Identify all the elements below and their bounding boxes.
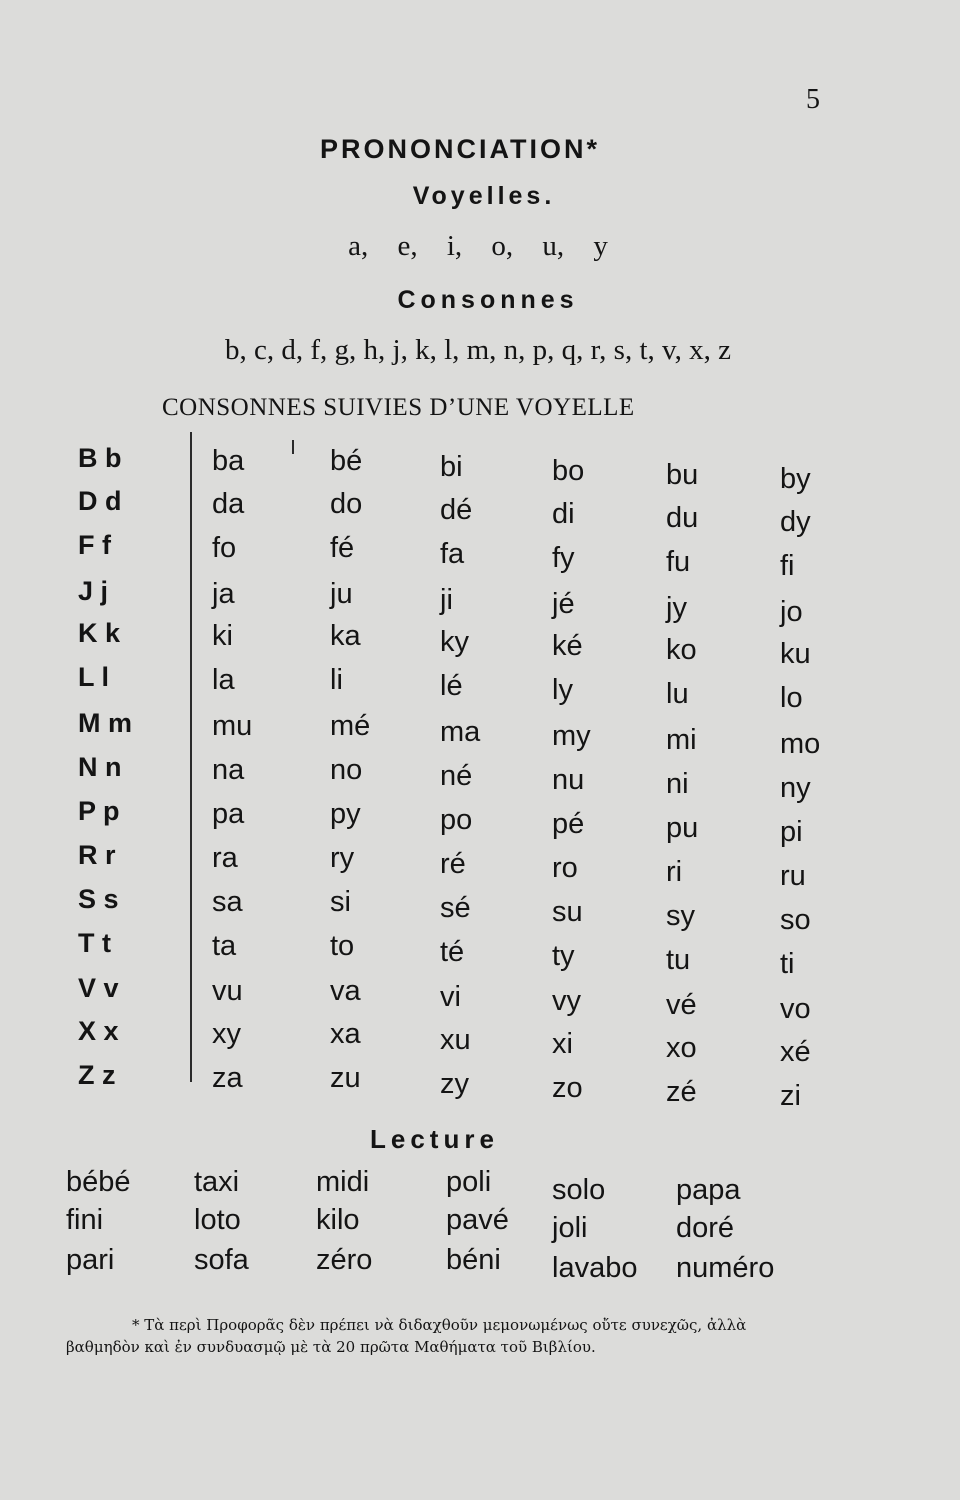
syllable-cell: la	[212, 664, 235, 696]
syllable-cell: ra	[212, 842, 238, 874]
reading-word: numéro	[676, 1252, 775, 1284]
syllable-cell: by	[780, 463, 811, 495]
row-label: L l	[78, 662, 110, 692]
syllable-cell: vy	[552, 985, 581, 1017]
syllable-cell: da	[212, 488, 245, 520]
syllable-cell: fi	[780, 550, 795, 582]
reading-word: pari	[66, 1244, 115, 1276]
reading-word: joli	[552, 1212, 588, 1244]
syllable-cell: ké	[552, 630, 583, 662]
reading-word: loto	[194, 1204, 241, 1236]
syllable-cell: ti	[780, 948, 795, 980]
syllable-cell: ko	[666, 634, 697, 666]
syllable-cell: ly	[552, 674, 573, 706]
syllable-cell: xy	[212, 1018, 241, 1050]
syllable-cell: zu	[330, 1062, 361, 1094]
syllable-cell: jé	[552, 588, 575, 620]
reading-word: midi	[316, 1166, 370, 1198]
row-label: S s	[78, 884, 119, 914]
syllable-cell: za	[212, 1062, 243, 1094]
reading-word: fini	[66, 1204, 104, 1236]
syllable-cell: bo	[552, 455, 585, 487]
syllable-cell: lé	[440, 670, 463, 702]
syllable-cell: ja	[212, 578, 235, 610]
syllable-cell: té	[440, 936, 465, 968]
syllable-cell: xi	[552, 1028, 573, 1060]
syllable-cell: jo	[780, 596, 803, 628]
row-label: R r	[78, 840, 116, 870]
syllable-cell: zé	[666, 1076, 697, 1108]
reading-word: papa	[676, 1174, 741, 1206]
row-label: N n	[78, 752, 122, 782]
reading-word: lavabo	[552, 1252, 638, 1284]
reading-word: bébé	[66, 1166, 131, 1198]
syllable-cell: mo	[780, 728, 821, 760]
reading-word: béni	[446, 1244, 501, 1276]
syllable-cell: ré	[440, 848, 466, 880]
syllable-cell: mi	[666, 724, 697, 756]
reading-word: kilo	[316, 1204, 360, 1236]
syllable-cell: tu	[666, 944, 691, 976]
syllable-cell: ky	[440, 626, 469, 658]
syllable-cell: bi	[440, 451, 463, 483]
row-label: B b	[78, 443, 122, 473]
table-divider	[190, 432, 192, 1082]
syllable-cell: fu	[666, 546, 691, 578]
syllable-cell: fa	[440, 538, 465, 570]
row-label: D d	[78, 486, 122, 516]
syllable-cell: xu	[440, 1024, 471, 1056]
syllable-cell: so	[780, 904, 811, 936]
row-label: K k	[78, 618, 121, 648]
row-label: P p	[78, 796, 120, 826]
row-label: J j	[78, 576, 109, 606]
table-heading: CONSONNES SUIVIES D’UNE VOYELLE	[162, 394, 635, 421]
row-label: M m	[78, 708, 132, 738]
syllable-cell: bé	[330, 445, 363, 477]
syllable-cell: zi	[780, 1080, 801, 1112]
syllable-cell: xé	[780, 1036, 811, 1068]
syllable-cell: py	[330, 798, 361, 830]
syllable-cell: lo	[780, 682, 803, 714]
reading-word: solo	[552, 1174, 606, 1206]
syllable-cell: fy	[552, 542, 575, 574]
syllable-cell: mé	[330, 710, 371, 742]
page-title: PRONONCIATION*	[319, 134, 600, 164]
syllable-cell: di	[552, 498, 575, 530]
reading-word: poli	[446, 1166, 492, 1198]
consonants-list: b, c, d, f, g, h, j, k, l, m, n, p, q, r, s, t, v, x, z	[224, 334, 732, 366]
syllable-cell: vé	[666, 989, 697, 1021]
syllable-cell: né	[440, 760, 473, 792]
syllable-cell: sé	[440, 892, 471, 924]
row-label: V v	[78, 973, 119, 1003]
reading-heading: Lecture	[370, 1124, 499, 1154]
syllable-cell: ju	[330, 578, 353, 610]
syllable-cell: nu	[552, 764, 585, 796]
syllable-cell: lu	[666, 678, 689, 710]
syllable-cell: du	[666, 502, 699, 534]
syllable-cell: bu	[666, 459, 699, 491]
syllable-cell: vu	[212, 975, 243, 1007]
reading-word: taxi	[194, 1166, 240, 1198]
table-tick-mark	[292, 440, 294, 454]
syllable-cell: li	[330, 664, 343, 696]
syllable-cell: ni	[666, 768, 689, 800]
syllable-cell: ta	[212, 930, 237, 962]
syllable-cell: xa	[330, 1018, 361, 1050]
vowels-list: a, e, i, o, u, y	[348, 230, 608, 262]
syllable-cell: dé	[440, 494, 473, 526]
syllable-cell: po	[440, 804, 473, 836]
row-label: F f	[78, 530, 111, 560]
syllable-cell: ry	[330, 842, 355, 874]
syllable-cell: ri	[666, 856, 683, 888]
syllable-cell: zy	[440, 1068, 469, 1100]
footnote: * Τὰ περὶ Προφορᾶς δὲν πρέπει νὰ διδαχθοῦν μεμονωμένως οὔτε συνεχῶς, ἀλλὰ βαθμηδὸν καὶ ἐν συνδυασμῷ μὲ τὰ 20 πρῶτα Μαθήματα τοῦ Βιβλίου.	[66, 1316, 747, 1356]
syllable-cell: ro	[552, 852, 578, 884]
syllable-cell: pu	[666, 812, 699, 844]
syllable-cell: jy	[666, 592, 687, 624]
row-label: Z z	[78, 1060, 116, 1090]
syllable-cell: dy	[780, 506, 811, 538]
syllable-cell: pa	[212, 798, 245, 830]
syllable-cell: fo	[212, 532, 237, 564]
syllable-cell: sy	[666, 900, 695, 932]
syllable-cell: to	[330, 930, 355, 962]
syllable-cell: ki	[212, 620, 233, 652]
syllable-cell: ty	[552, 940, 575, 972]
syllable-cell: ji	[440, 584, 453, 616]
reading-word: doré	[676, 1212, 735, 1244]
syllable-cell: ma	[440, 716, 481, 748]
reading-word: sofa	[194, 1244, 249, 1276]
syllable-cell: pé	[552, 808, 585, 840]
syllable-cell: va	[330, 975, 361, 1007]
syllable-cell: my	[552, 720, 591, 752]
syllable-cell: pi	[780, 816, 803, 848]
page-number: 5	[806, 84, 820, 115]
syllable-cell: do	[330, 488, 363, 520]
syllable-cell: ny	[780, 772, 811, 804]
syllable-cell: ka	[330, 620, 361, 652]
syllable-cell: na	[212, 754, 245, 786]
syllable-cell: ku	[780, 638, 811, 670]
reading-word: pavé	[446, 1204, 509, 1236]
syllable-cell: si	[330, 886, 351, 918]
consonants-heading: Consonnes	[397, 286, 579, 314]
reading-word: zéro	[316, 1244, 373, 1276]
syllable-cell: vo	[780, 993, 811, 1025]
syllable-cell: ba	[212, 445, 245, 477]
syllable-cell: sa	[212, 886, 243, 918]
syllable-cell: no	[330, 754, 363, 786]
syllable-cell: xo	[666, 1032, 697, 1064]
syllable-cell: su	[552, 896, 583, 928]
syllable-cell: fé	[330, 532, 355, 564]
syllable-cell: zo	[552, 1072, 583, 1104]
row-label: X x	[78, 1016, 119, 1046]
row-label: T t	[78, 928, 111, 958]
syllable-cell: ru	[780, 860, 806, 892]
syllable-cell: mu	[212, 710, 253, 742]
vowels-heading: Voyelles.	[412, 182, 556, 210]
syllable-cell: vi	[440, 981, 461, 1013]
